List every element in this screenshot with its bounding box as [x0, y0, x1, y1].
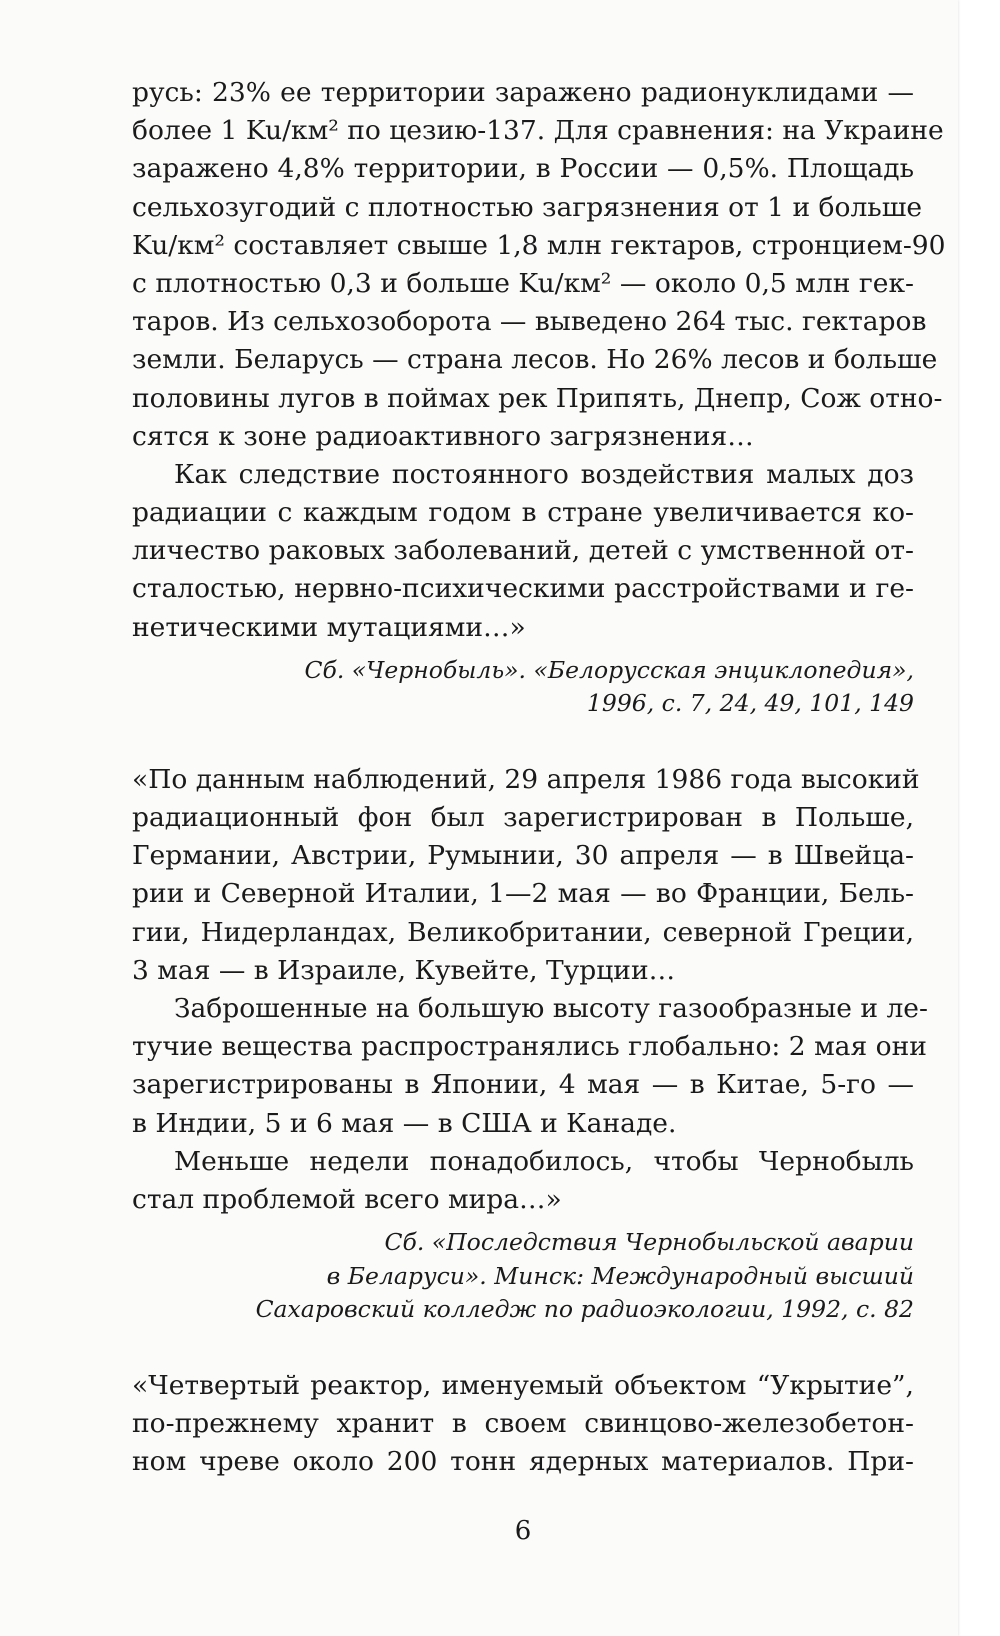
text-line: Как следствие постоянного воздействия малых доз — [174, 458, 914, 490]
citation-line: Сб. «Последствия Чернобыльской аварии — [384, 1228, 914, 1257]
text-line: по-прежнему хранит в своем свинцово-железобетон- — [132, 1407, 914, 1439]
text-line: личество раковых заболеваний, детей с умственной от- — [132, 535, 914, 567]
text-line: «По данным наблюдений, 29 апреля 1986 года высокий — [132, 763, 920, 795]
text-line: более 1 Ku/км² по цезию-137. Для сравнения: на Украине — [132, 115, 944, 147]
text-line: нетическими мутациями…» — [132, 611, 526, 643]
page-number: 6 — [514, 1516, 532, 1546]
text-line: с плотностью 0,3 и больше Ku/км² — около 0,5 млн гек- — [132, 267, 914, 299]
text-line: сельхозугодий с плотностью загрязнения от 1 и больше — [132, 191, 923, 223]
text-line: Ku/км² составляет свыше 1,8 млн гектаров, стронцием-90 — [132, 229, 946, 261]
text-line: радиации с каждым годом в стране увеличивается ко- — [132, 497, 914, 529]
text-line: «Четвертый реактор, именуемый объектом “Укрытие”, — [132, 1369, 914, 1401]
text-line: радиационный фон был зарегистрирован в Польше, — [132, 802, 914, 833]
text-line: ном чреве около 200 тонн ядерных материалов. При- — [132, 1445, 914, 1477]
text-line: таров. Из сельхозоборота — выведено 264 тыс. гектаров — [132, 306, 927, 338]
citation-line: Сб. «Чернобыль». «Белорусская энциклопедия», — [304, 655, 914, 684]
citation-line: Сахаровский колледж по радиоэкологии, 1992, с. 82 — [255, 1295, 914, 1324]
text-line: сталостью, нервно-психическими расстройствами и ге- — [132, 573, 914, 605]
text-line: гии, Нидерландах, Великобритании, северной Греции, — [132, 916, 914, 948]
page-body — [132, 74, 946, 1481]
text-line: Германии, Австрии, Румынии, 30 апреля — в Швейца- — [132, 840, 914, 872]
text-line: 3 мая — в Израиле, Кувейте, Турции… — [132, 954, 676, 986]
text-line: заражено 4,8% территории, в России — 0,5%. Площадь — [132, 153, 914, 185]
text-line: Заброшенные на большую высоту газообразные и ле- — [174, 992, 928, 1024]
citation-line: в Беларуси». Минск: Международный высший — [326, 1261, 914, 1290]
text-line: земли. Беларусь — страна лесов. Но 26% лесов и больше — [132, 344, 938, 376]
text-line: в Индии, 5 и 6 мая — в США и Канаде. — [132, 1107, 677, 1139]
text-line: половины лугов в поймах рек Припять, Днепр, Сож отно- — [132, 382, 943, 414]
text-line: русь: 23% ее территории заражено радионуклидами — — [132, 77, 914, 108]
text-line: стал проблемой всего мира…» — [132, 1183, 562, 1215]
text-line: сятся к зоне радиоактивного загрязнения… — [132, 420, 754, 452]
text-line: рии и Северной Италии, 1—2 мая — во Франции, Бель- — [132, 878, 914, 910]
text-line: Меньше недели понадобилось, чтобы Чернобыль — [174, 1145, 914, 1177]
citation-line: 1996, с. 7, 24, 49, 101, 149 — [586, 689, 914, 718]
text-line: тучие вещества распространялись глобально: 2 мая они — [132, 1031, 927, 1063]
text-line: зарегистрированы в Японии, 4 мая — в Китае, 5-го — — [132, 1069, 914, 1101]
